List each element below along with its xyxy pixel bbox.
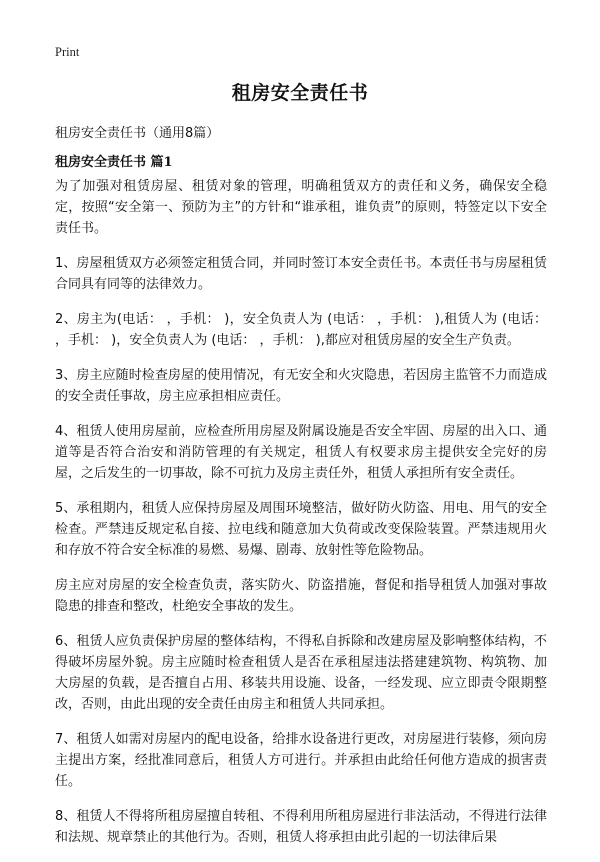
clause-5-paragraph: 5、承租期内，租赁人应保持房屋及周围环境整洁，做好防火防盗、用电、用气的安全检查。严禁违反规定私自接、拉电线和随意加大负荷或改变保险装置。严禁违规用火和存放不符合安全标准的易燃、易爆、剧毒、放射性等危险物品。 <box>55 501 547 558</box>
clause-1-paragraph: 1、房屋租赁双方必须签定租赁合同，并同时签订本安全责任书。本责任书与房屋租赁合同具有同等的法律效力。 <box>55 256 547 292</box>
clause-5-supplement-paragraph: 房主应对房屋的安全检查负责，落实防火、防盗措施，督促和指导租赁人加强对事故隐患的排查和整改，杜绝安全事故的发生。 <box>55 578 547 614</box>
document-subtitle: 租房安全责任书（通用8篇） <box>55 126 220 141</box>
print-link[interactable]: Print <box>55 45 80 59</box>
intro-paragraph: 为了加强对租赁房屋、租赁对象的管理，明确租赁双方的责任和义务，确保安全稳定，按照“安全第一、预防为主”的方针和“谁承租，谁负责”的原则，特签定以下安全责任书。 <box>55 179 547 236</box>
document-body <box>55 176 547 862</box>
clause-4-paragraph: 4、租赁人使用房屋前，应检查所用房屋及附属设施是否安全牢固、房屋的出入口、通道等是否符合治安和消防管理的有关规定，租赁人有权要求房主提供安全完好的房屋，之后发生的一切事故，除不可抗力及房主责任外，租赁人承担所有安全责任。 <box>55 424 547 481</box>
clause-6-paragraph: 6、租赁人应负责保护房屋的整体结构，不得私自拆除和改建房屋及影响整体结构，不得破坏房屋外貌。房主应随时检查租赁人是否在承租屋违法搭建建筑物、构筑物、加大房屋的负载，是否擅自占用、移装共用设施、设备，一经发现、应立即责令限期整改，否则，由此出现的安全责任由房主和租赁人共同承担。 <box>55 634 547 712</box>
section-heading: 租房安全责任书 篇1 <box>55 155 173 170</box>
clause-7-paragraph: 7、租赁人如需对房屋内的配电设备，给排水设备进行更改，对房屋进行装修，须向房主提出方案，经批准同意后，租赁人方可进行。并承担由此给任何他方造成的损害责任。 <box>55 732 547 789</box>
clause-2-paragraph: 2、房主为(电话： ，手机： )，安全负责人为 (电话： ，手机： ),租赁人为 (电话： ，手机： )，安全负责人为 (电话： ，手机： ),都应对租赁房屋的安全生产负责。 <box>55 312 547 348</box>
clause-3-paragraph: 3、房主应随时检查房屋的使用情况，有无安全和火灾隐患，若因房主监管不力而造成的安全责任事故，房主应承担相应责任。 <box>55 368 547 404</box>
clause-8-paragraph: 8、租赁人不得将所租房屋擅自转租、不得利用所租房屋进行非法活动，不得进行法律和法规、规章禁止的其他行为。否则，租赁人将承担由此引起的一切法律后果 <box>55 809 547 845</box>
document-title: 租房安全责任书 <box>231 82 369 104</box>
